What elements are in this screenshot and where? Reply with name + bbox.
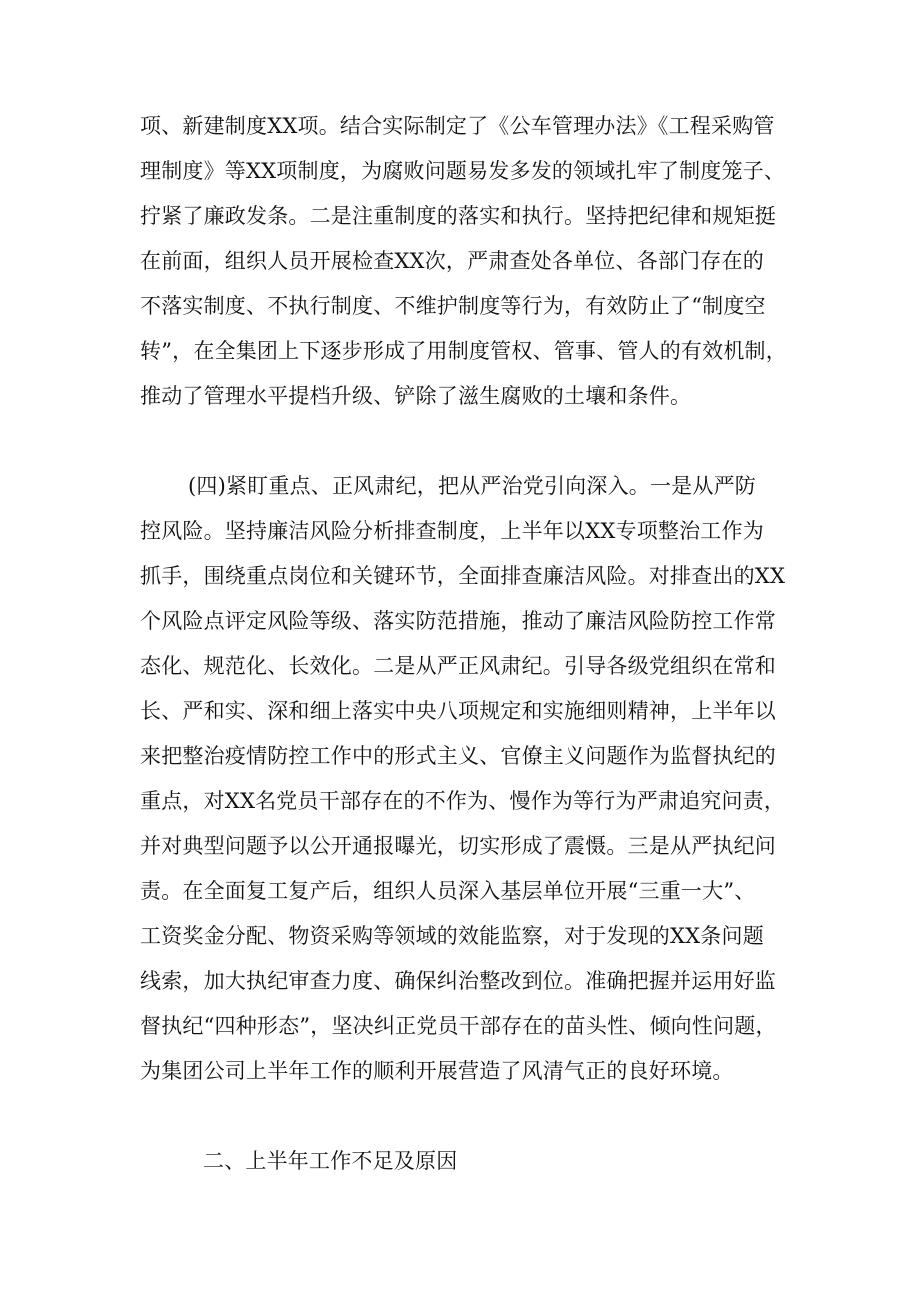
paragraph-line: 责。在全面复工复产后，组织人员深入基层单位开展“三重一大”、 [140, 879, 756, 903]
paragraph-line: 理制度》等XX项制度，为腐败问题易发多发的领域扎牢了制度笼子、 [140, 159, 786, 183]
paragraph-line: 并对典型问题予以公开通报曝光，切实形成了震慑。三是从严执纪问 [140, 834, 776, 858]
paragraph-line: 推动了管理水平提档升级、铲除了滋生腐败的土壤和条件。 [140, 384, 692, 408]
paragraph-line: 个风险点评定风险等级、落实防范措施，推动了廉洁风险防控工作常 [140, 609, 776, 633]
paragraph-line: 态化、规范化、长效化。二是从严正风肃纪。引导各级党组织在常和 [140, 654, 776, 678]
paragraph-line: 线索，加大执纪审查力度、确保纠治整改到位。准确把握并运用好监 [140, 969, 776, 993]
paragraph-line: 在前面，组织人员开展检查XX次，严肃查处各单位、各部门存在的 [140, 249, 764, 273]
paragraph-line: 来把整治疫情防控工作中的形式主义、官僚主义问题作为监督执纪的 [140, 744, 776, 768]
paragraph-line: 长、严和实、深和细上落实中央八项规定和实施细则精神，上半年以 [140, 699, 776, 723]
paragraph-line: 转”，在全集团上下逐步形成了用制度管权、管事、管人的有效机制， [140, 339, 787, 363]
paragraph-line: 工资奖金分配、物资采购等领域的效能监察，对于发现的XX条问题 [140, 924, 764, 948]
paragraph-line: 项、新建制度XX项。结合实际制定了《公车管理办法》《工程采购管 [140, 114, 775, 138]
paragraph-first-line: (四)紧盯重点、正风肃纪，把从严治党引向深入。一是从严防 [188, 474, 756, 498]
paragraph-line: 为集团公司上半年工作的顺利开展营造了风清气正的良好环境。 [140, 1059, 734, 1083]
paragraph-line: 督执纪“四种形态”，坚决纠正党员干部存在的苗头性、倾向性问题， [140, 1014, 777, 1038]
paragraph-line: 抓手，围绕重点岗位和关键环节，全面排查廉洁风险。对排查出的XX [140, 564, 786, 588]
paragraph-line: 不落实制度、不执行制度、不维护制度等行为，有效防止了“制度空 [140, 294, 766, 318]
paragraph-line: 重点，对XX名党员干部存在的不作为、慢作为等行为严肃追究问责， [140, 789, 786, 813]
paragraph-line: 拧紧了廉政发条。二是注重制度的落实和执行。坚持把纪律和规矩挺 [140, 204, 776, 228]
section-heading: 二、上半年工作不足及原因 [203, 1149, 458, 1173]
paragraph-line: 控风险。坚持廉洁风险分析排查制度，上半年以XX专项整治工作为 [140, 519, 764, 543]
